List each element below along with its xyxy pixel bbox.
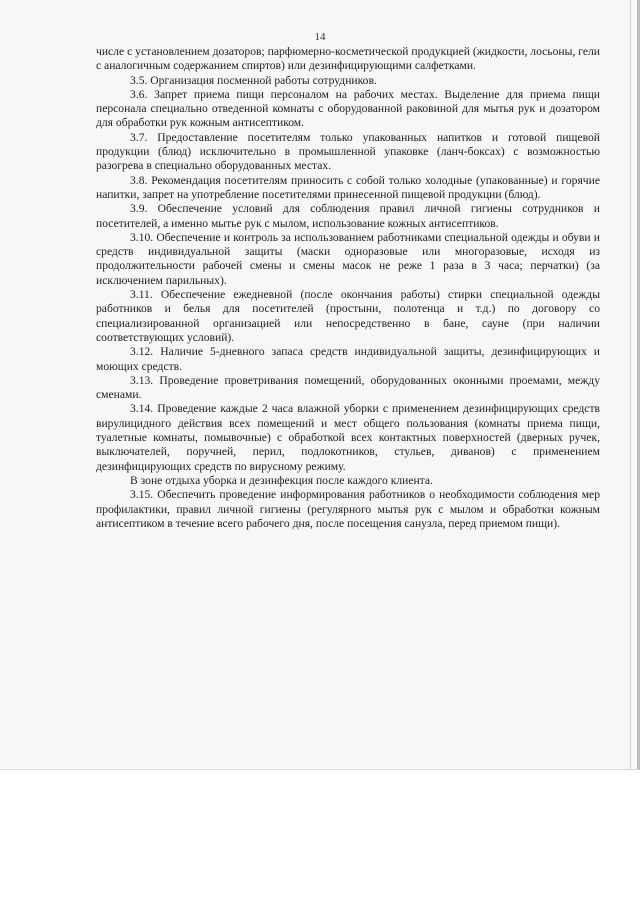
- document-body: [96, 45, 600, 531]
- paragraph-3-11: 3.11. Обеспечение ежедневной (после окончания работы) стирки специальной одежды работников и белья для посетителей (простыни, полотенца и т.д.) по договору со специализированной организацией или непосредственно в бане, сауне (при наличии соответствующих условий).: [96, 288, 600, 344]
- paragraph-3-9: 3.9. Обеспечение условий для соблюдения правил личной гигиены сотрудников и посетителей, а именно мытье рук с мылом, использование кожных антисептиков.: [96, 202, 600, 230]
- paragraph-3-8: 3.8. Рекомендация посетителям приносить с собой только холодные (упакованные) и горячие напитки, запрет на употребление посетителями принесенной пищевой продукции (блюд).: [96, 173, 600, 201]
- paragraph-3-5: 3.5. Организация посменной работы сотрудников.: [130, 73, 377, 87]
- paragraph-rest-zone: В зоне отдыха уборка и дезинфекция после каждого клиента.: [130, 473, 433, 487]
- paragraph-3-6: 3.6. Запрет приема пищи персоналом на рабочих местах. Выделение для приема пищи персонала специально отведенной комнаты с оборудованной раковиной для мытья рук и дозатором для обработки рук кожным антисептиком.: [96, 87, 600, 130]
- page-number: 14: [314, 31, 326, 43]
- paragraph-3-7: 3.7. Предоставление посетителям только упакованных напитков и готовой пищевой продукции (блюд) исключительно в промышленной упаковке (ланч-боксах) с возможностью разогрева в специально оборудованных местах.: [96, 130, 600, 173]
- paragraph-3-12: 3.12. Наличие 5-дневного запаса средств индивидуальной защиты, дезинфицирующих и моющих средств.: [96, 345, 600, 373]
- paragraph-3-15: 3.15. Обеспечить проведение информирования работников о необходимости соблюдения мер профилактики, правил личной гигиены (регулярного мытья рук с мылом и обработки кожным антисептиком в течение всего рабочего дня, после посещения санузла, перед приемом пищи).: [96, 488, 600, 530]
- paragraph-3-14: 3.14. Проведение каждые 2 часа влажной уборки с применением дезинфицирующих средств вирулицидного действия всех помещений и мест общего пользования (комнаты приема пищи, туалетные комнаты, помывочные) с обработкой всех контактных поверхностей (дверных ручек, выключателей, поручней, перил, подлокотников, стульев, диванов) с применением дезинфицирующих средств по вирусному режиму.: [96, 402, 600, 473]
- paragraph-3-10: 3.10. Обеспечение и контроль за использованием работниками специальной одежды и обуви и средств индивидуальной защиты (маски одноразовые или многоразовые, исходя из продолжительности рабочей смены и смены масок не реже 1 раза в 3 часа; перчатки) (за исключением парильных).: [96, 230, 600, 287]
- paragraph-3-13: 3.13. Проведение проветривания помещений, оборудованных оконными проемами, между сменами.: [96, 373, 600, 402]
- paragraph-continuation: числе с установлением дозаторов; парфюмерно-косметической продукцией (жидкости, лосьоны, гели с аналогичным содержанием спиртов) или дезинфицирующими салфетками.: [96, 45, 600, 73]
